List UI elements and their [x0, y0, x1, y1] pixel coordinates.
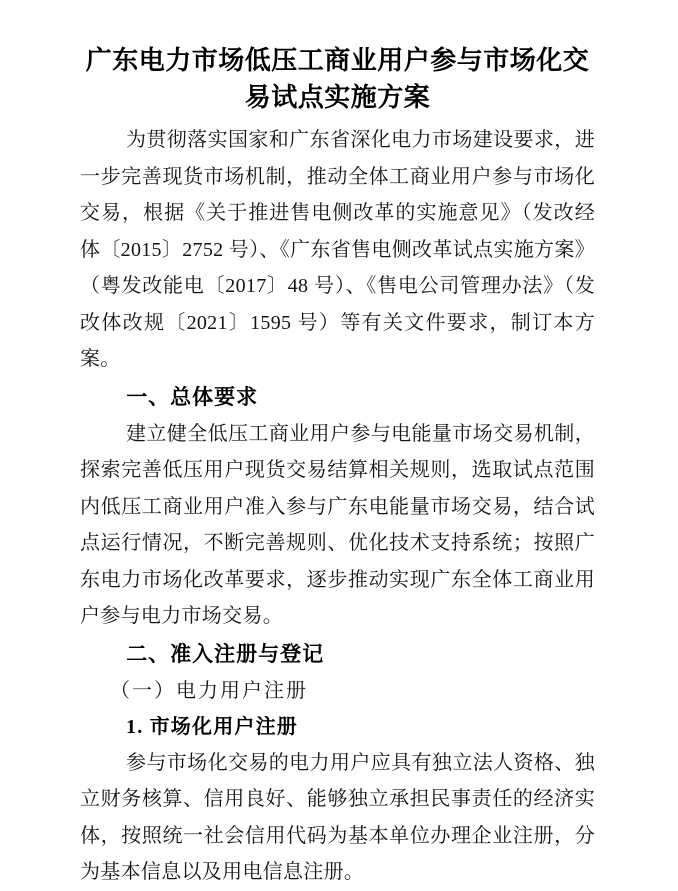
section-2-paragraph: 参与市场化交易的电力用户应具有独立法人资格、独立财务核算、信用良好、能够独立承担民事责任的经济实体，按照统一社会信用代码为基本单位办理企业注册，分为基本信息以及用电信息注册。 — [80, 751, 595, 883]
section-1-heading: 一、总体要求 — [126, 385, 259, 409]
intro-paragraph: 为贯彻落实国家和广东省深化电力市场建设要求，进一步完善现货市场机制，推动全体工商业用户参与市场化交易，根据《关于推进售电侧改革的实施意见》（发改经体〔2015〕2752 号）、《广东省售电侧改革试点实施方案》（粤发改能电〔2017〕48 号）、《售电公司管理办法》（发改体改规〔2021〕1595 号）等有关文件要求，制订本方案。 — [80, 129, 595, 370]
section-2-heading: 二、准入注册与登记 — [126, 642, 325, 666]
section-1-paragraph: 建立健全低压工商业用户参与电能量市场交易机制，探索完善低压用户现货交易结算相关规则，选取试点范围内低压工商业用户准入参与广东电能量市场交易，结合试点运行情况，不断完善规则、优化技术支持系统；按照广东电力市场化改革要求，逐步推动实现广东全体工商业用户参与电力市场交易。 — [80, 422, 595, 627]
document-title: 广东电力市场低压工商业用户参与市场化交易试点实施方案 — [85, 45, 590, 112]
section-2-item-heading: 1. 市场化用户注册 — [126, 715, 298, 738]
section-2-subsection-heading: （一）电力用户注册 — [110, 679, 308, 702]
